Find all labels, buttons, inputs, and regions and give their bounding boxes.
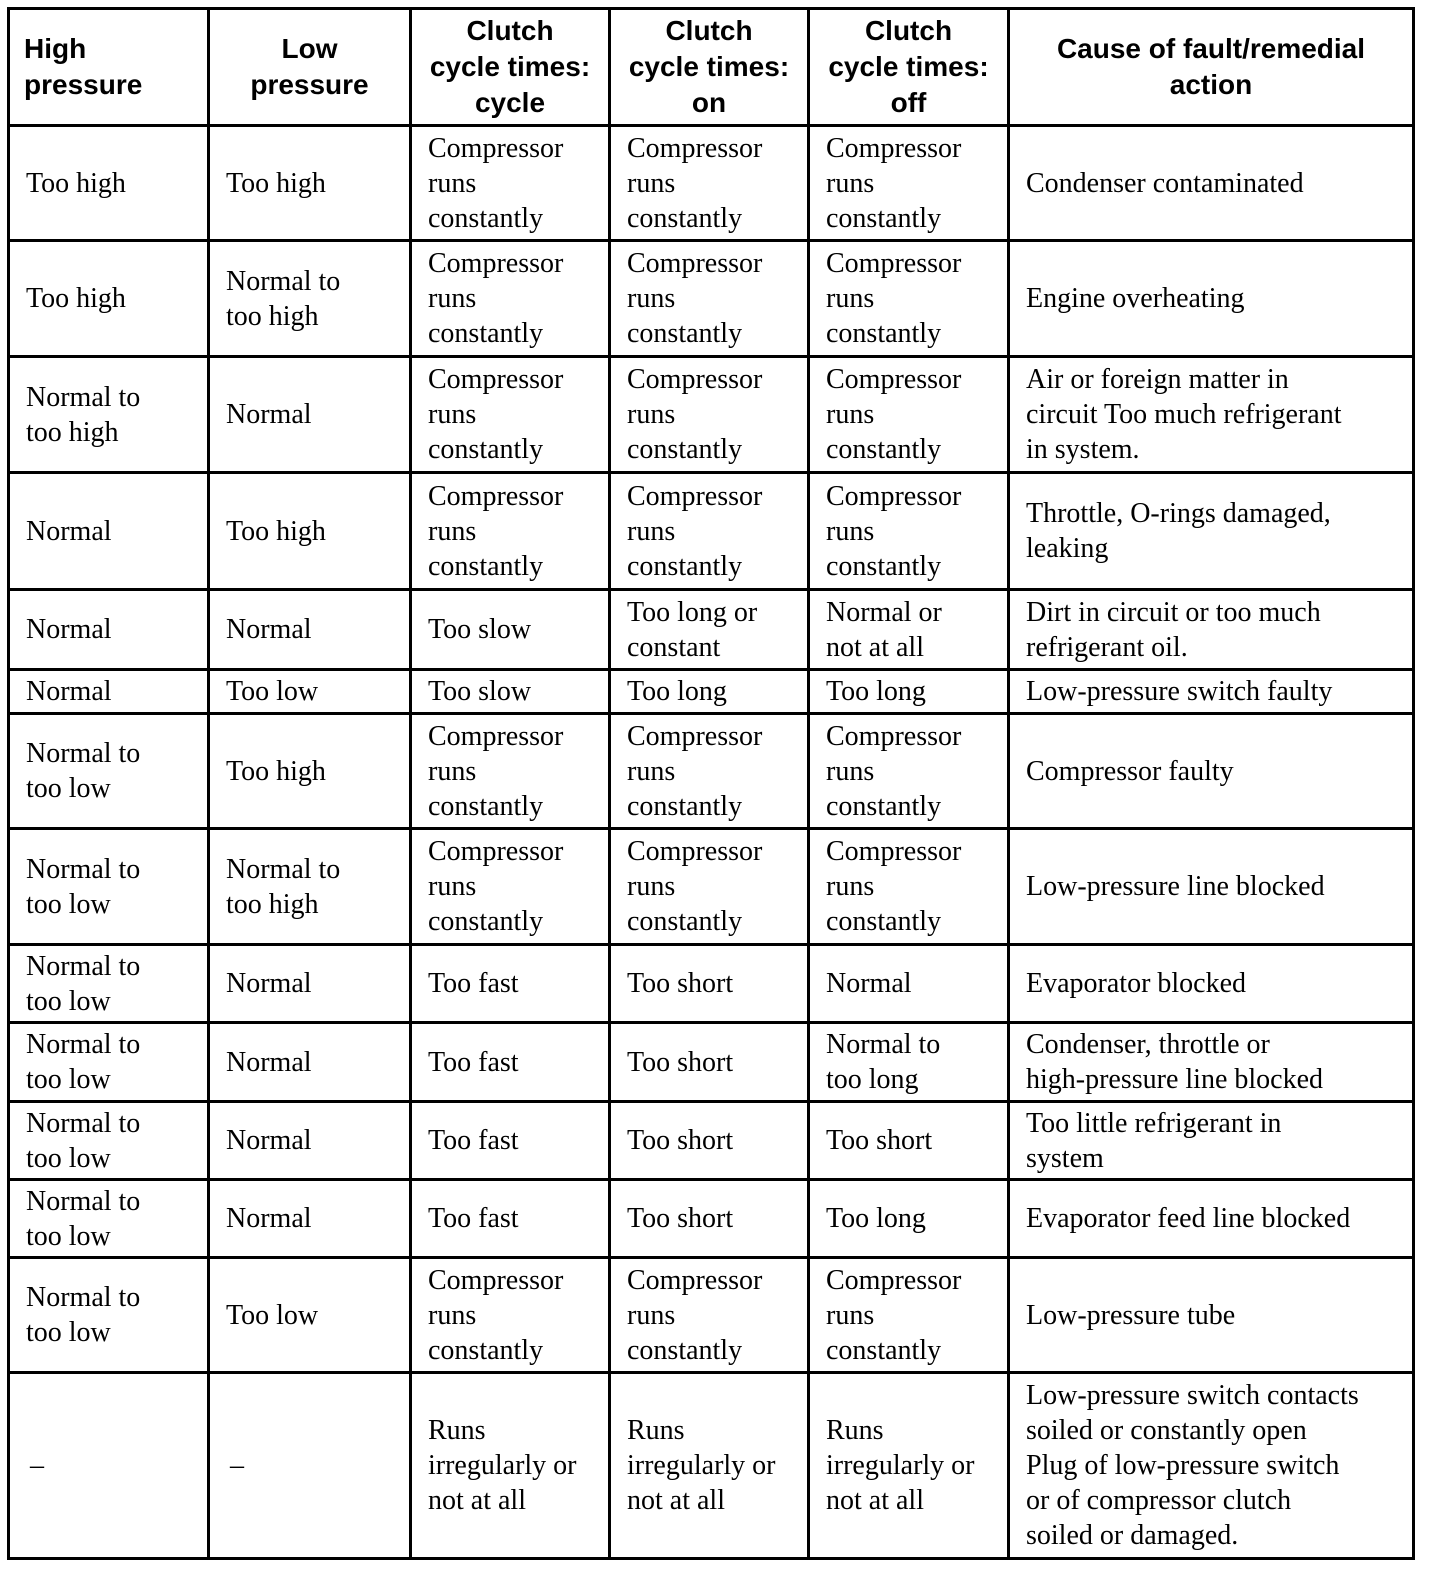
cause-cell: Condenser contaminated (1009, 126, 1414, 241)
clutch-off-cell: Too long (809, 1180, 1009, 1258)
clutch-off-cell: Compressor runs constantly (809, 473, 1009, 590)
low-pressure-cell: Normal (209, 357, 411, 473)
cause-cell: Engine overheating (1009, 241, 1414, 357)
low-pressure-cell: Normal to too high (209, 241, 411, 357)
cause-cell: Air or foreign matter in circuit Too much refrigerant in system. (1009, 357, 1414, 473)
clutch-cycle-cell: Too fast (411, 945, 610, 1023)
cause-cell: Compressor faulty (1009, 714, 1414, 829)
table-row (9, 714, 1414, 829)
clutch-on-cell: Compressor runs constantly (610, 126, 809, 241)
low-pressure-cell: Too high (209, 714, 411, 829)
table-row (9, 1180, 1414, 1258)
fault-diagnosis-table (7, 7, 1415, 1560)
clutch-cycle-cell: Compressor runs constantly (411, 126, 610, 241)
clutch-cycle-cell: Compressor runs constantly (411, 473, 610, 590)
high-pressure-cell: Normal to too low (9, 714, 209, 829)
clutch-off-cell: Compressor runs constantly (809, 829, 1009, 945)
high-pressure-cell: Normal (9, 473, 209, 590)
cause-cell: Low-pressure switch faulty (1009, 670, 1414, 714)
low-pressure-cell: Normal (209, 945, 411, 1023)
clutch-on-cell: Compressor runs constantly (610, 241, 809, 357)
header-clutch-off: Clutch cycle times: off (809, 9, 1009, 126)
header-row (9, 9, 1414, 126)
high-pressure-cell: Normal to too low (9, 1180, 209, 1258)
clutch-cycle-cell: Too fast (411, 1023, 610, 1102)
cause-cell: Evaporator blocked (1009, 945, 1414, 1023)
clutch-on-cell: Compressor runs constantly (610, 829, 809, 945)
table-row (9, 590, 1414, 670)
clutch-off-cell: Runs irregularly or not at all (809, 1373, 1009, 1559)
low-pressure-cell: Normal (209, 1180, 411, 1258)
clutch-on-cell: Compressor runs constantly (610, 357, 809, 473)
table-row (9, 1258, 1414, 1373)
table-row (9, 473, 1414, 590)
low-pressure-cell: Normal (209, 1102, 411, 1180)
table-row (9, 945, 1414, 1023)
clutch-cycle-cell: Compressor runs constantly (411, 714, 610, 829)
table-row (9, 1373, 1414, 1559)
table-row (9, 126, 1414, 241)
low-pressure-cell: Too high (209, 126, 411, 241)
table-row (9, 670, 1414, 714)
high-pressure-cell: Normal (9, 590, 209, 670)
low-pressure-cell: Normal (209, 590, 411, 670)
clutch-off-cell: Too short (809, 1102, 1009, 1180)
header-cause-remedial-action: Cause of fault/remedial action (1009, 9, 1414, 126)
cause-cell: Throttle, O-rings damaged, leaking (1009, 473, 1414, 590)
high-pressure-cell: Too high (9, 241, 209, 357)
header-low-pressure: Low pressure (209, 9, 411, 126)
clutch-cycle-cell: Too fast (411, 1102, 610, 1180)
clutch-on-cell: Runs irregularly or not at all (610, 1373, 809, 1559)
high-pressure-cell: Normal to too low (9, 1258, 209, 1373)
header-clutch-cycle: Clutch cycle times: cycle (411, 9, 610, 126)
clutch-cycle-cell: Compressor runs constantly (411, 1258, 610, 1373)
clutch-cycle-cell: Compressor runs constantly (411, 241, 610, 357)
high-pressure-cell: Normal to too high (9, 357, 209, 473)
table-row (9, 241, 1414, 357)
high-pressure-cell: Normal to too low (9, 1023, 209, 1102)
high-pressure-cell: Too high (9, 126, 209, 241)
cause-cell: Dirt in circuit or too much refrigerant oil. (1009, 590, 1414, 670)
clutch-on-cell: Too short (610, 1180, 809, 1258)
table-row (9, 357, 1414, 473)
clutch-off-cell: Normal or not at all (809, 590, 1009, 670)
cause-cell: Evaporator feed line blocked (1009, 1180, 1414, 1258)
clutch-off-cell: Compressor runs constantly (809, 714, 1009, 829)
low-pressure-cell: Too low (209, 670, 411, 714)
cause-cell: Low-pressure line blocked (1009, 829, 1414, 945)
high-pressure-cell: Normal to too low (9, 945, 209, 1023)
cause-cell: Condenser, throttle or high-pressure line blocked (1009, 1023, 1414, 1102)
low-pressure-cell: – (209, 1373, 411, 1559)
clutch-on-cell: Too short (610, 1102, 809, 1180)
table-row (9, 1023, 1414, 1102)
header-high-pressure: High pressure (9, 9, 209, 126)
low-pressure-cell: Normal (209, 1023, 411, 1102)
clutch-on-cell: Compressor runs constantly (610, 473, 809, 590)
clutch-off-cell: Compressor runs constantly (809, 357, 1009, 473)
clutch-off-cell: Compressor runs constantly (809, 241, 1009, 357)
cause-cell: Low-pressure switch contacts soiled or constantly open Plug of low-pressure switch or of compressor clutch soiled or damaged. (1009, 1373, 1414, 1559)
cause-cell: Too little refrigerant in system (1009, 1102, 1414, 1180)
clutch-off-cell: Compressor runs constantly (809, 126, 1009, 241)
clutch-cycle-cell: Compressor runs constantly (411, 829, 610, 945)
low-pressure-cell: Too low (209, 1258, 411, 1373)
clutch-on-cell: Too long or constant (610, 590, 809, 670)
clutch-off-cell: Normal to too long (809, 1023, 1009, 1102)
table-row (9, 829, 1414, 945)
clutch-cycle-cell: Runs irregularly or not at all (411, 1373, 610, 1559)
header-clutch-on: Clutch cycle times: on (610, 9, 809, 126)
high-pressure-cell: Normal (9, 670, 209, 714)
high-pressure-cell: – (9, 1373, 209, 1559)
clutch-on-cell: Too long (610, 670, 809, 714)
clutch-off-cell: Compressor runs constantly (809, 1258, 1009, 1373)
clutch-cycle-cell: Compressor runs constantly (411, 357, 610, 473)
table-body (9, 126, 1414, 1559)
clutch-off-cell: Too long (809, 670, 1009, 714)
high-pressure-cell: Normal to too low (9, 1102, 209, 1180)
clutch-cycle-cell: Too slow (411, 670, 610, 714)
clutch-on-cell: Compressor runs constantly (610, 1258, 809, 1373)
clutch-on-cell: Too short (610, 945, 809, 1023)
low-pressure-cell: Normal to too high (209, 829, 411, 945)
clutch-cycle-cell: Too fast (411, 1180, 610, 1258)
low-pressure-cell: Too high (209, 473, 411, 590)
clutch-on-cell: Compressor runs constantly (610, 714, 809, 829)
clutch-on-cell: Too short (610, 1023, 809, 1102)
clutch-off-cell: Normal (809, 945, 1009, 1023)
high-pressure-cell: Normal to too low (9, 829, 209, 945)
clutch-cycle-cell: Too slow (411, 590, 610, 670)
cause-cell: Low-pressure tube (1009, 1258, 1414, 1373)
table-row (9, 1102, 1414, 1180)
